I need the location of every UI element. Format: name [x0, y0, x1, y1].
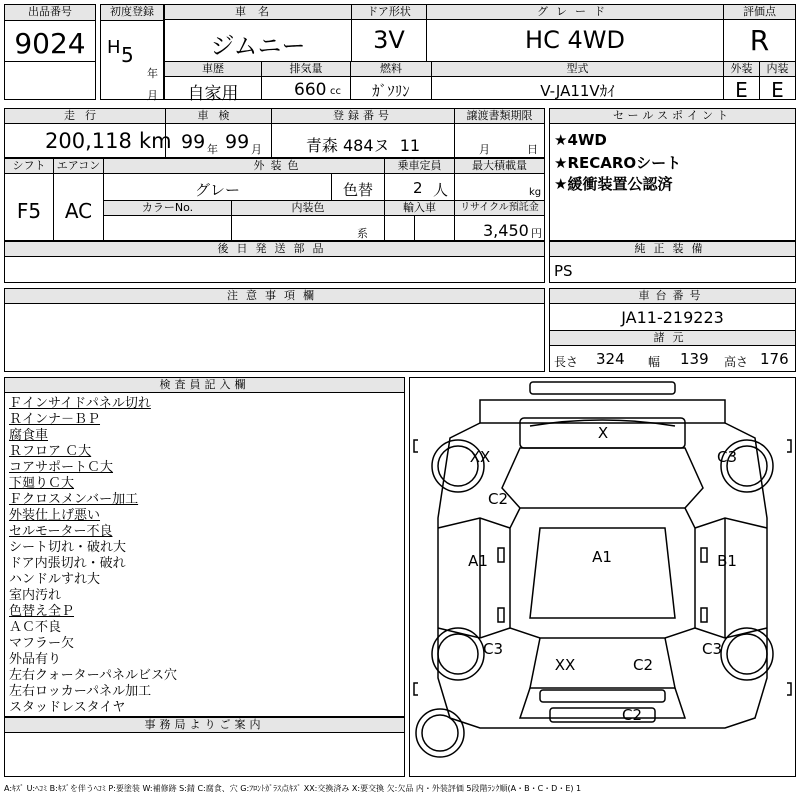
inspector-note: Ｆクロスメンバー加工: [9, 492, 139, 507]
history-value: 自家用: [187, 84, 239, 104]
mark-a1-left: A1: [468, 552, 488, 570]
door-label: ドア形状: [352, 5, 426, 20]
height-label: 高さ: [724, 355, 749, 369]
mileage-label: 走行: [5, 109, 165, 124]
inspector-note: コアサポートＣ大: [9, 460, 114, 475]
max-load-label: 最大積載量: [455, 159, 544, 174]
year-value: 5: [121, 43, 134, 67]
genuine-value: PS: [554, 262, 573, 280]
chassis-label: 車台番号: [550, 289, 795, 304]
color-no-label: カラーNo.: [104, 201, 231, 216]
mileage-value: 200,118: [45, 129, 132, 153]
ac-label: エアコン: [54, 159, 103, 174]
legend-text: A:ｷｽﾞ U:ﾍｺﾐ B:ｷｽﾞを伴うﾍｺﾐ P:要塗装 W:補修跡 S:錆 C:腐食、穴 G:ﾌﾛﾝﾄｶﾞﾗｽ点ｷｽﾞ XX:交換済み X:要交換 欠:欠品 内・外装評価 5段階ﾗﾝｸ順(A・B・C・D・E) 1: [4, 784, 582, 793]
inspector-note: 左右クォーターパネルビス穴: [9, 668, 177, 683]
year-unit: 年: [147, 67, 158, 80]
length-value: 324: [596, 350, 625, 368]
ext-label: 外装: [724, 62, 759, 77]
inspection-month: 99: [225, 131, 250, 153]
max-load-unit: kg: [529, 187, 542, 198]
chassis-box: [549, 288, 796, 372]
office-label: 事務局よりご案内: [5, 718, 404, 733]
model-label: 型式: [432, 62, 723, 77]
width-label: 幅: [648, 355, 661, 369]
car-name-label: 車名: [165, 5, 351, 20]
notes-label: 注意事項欄: [5, 289, 544, 304]
recycle-value: 3,450: [483, 221, 529, 240]
inspector-note: ドア内張切れ・破れ: [9, 556, 126, 571]
exterior-color: グレー: [194, 181, 240, 199]
door-type: 3V: [373, 26, 405, 54]
color-label: 外装色: [104, 159, 454, 174]
inspector-note: 腐食車: [9, 428, 49, 443]
mark-b1-right: B1: [717, 552, 737, 570]
first-reg-label: 初度登録: [101, 5, 163, 21]
fuel-value: ｶﾞｿﾘﾝ: [372, 82, 410, 100]
inspection-month-unit: 月: [251, 143, 262, 156]
chassis-number: JA11-219223: [621, 308, 724, 327]
inspector-note: ハンドルすれ大: [9, 572, 101, 587]
mark-c2-left: C2: [487, 490, 509, 508]
displacement-unit: cc: [330, 86, 341, 97]
fuel-label: 燃料: [351, 62, 431, 77]
ext-score: E: [735, 78, 748, 102]
notes-box: [4, 288, 545, 372]
inspector-note: Ｒインナ－ＢＰ: [9, 412, 101, 427]
later-parts-box: [4, 241, 545, 283]
ac-value: AC: [64, 199, 93, 223]
inspector-note: シート切れ・破れ大: [9, 540, 127, 555]
mileage-unit: km: [139, 129, 172, 153]
lot-label: 出品番号: [5, 5, 95, 21]
sales-point: ★4WD: [554, 131, 607, 149]
later-parts-label: 後日発送部品: [5, 242, 544, 257]
inspector-note: 左右ロッカーパネル加工: [9, 684, 152, 699]
inspector-note: 室内汚れ: [9, 588, 62, 603]
model-value: V-JA11Vｶｲ: [540, 82, 615, 100]
mark-c2-bumper: C2: [621, 706, 643, 724]
mark-x-top: X: [597, 424, 609, 442]
capacity-label: 乗車定員: [385, 159, 454, 174]
length-label: 長さ: [554, 355, 579, 369]
inspector-notes-list: [9, 396, 177, 716]
office-box: [4, 717, 405, 777]
width-value: 139: [680, 350, 709, 368]
shift-value: F5: [16, 199, 42, 223]
sales-points-box: [549, 108, 796, 241]
inspector-note: 下廻りＣ大: [9, 476, 75, 491]
color-change: 色替: [342, 181, 373, 199]
inspector-note: 色替え全Ｐ: [9, 604, 75, 619]
sales-point: ★RECAROシート: [554, 154, 682, 172]
dims-label: 諸元: [550, 331, 795, 346]
mark-c3-rear-right: C3: [701, 640, 723, 658]
first-reg-box: [100, 4, 164, 100]
mark-c2-rear: C2: [632, 656, 654, 674]
mileage-row-box: [4, 108, 545, 158]
inspector-note: ＡＣ不良: [9, 620, 62, 635]
inspector-note: スタッドレスタイヤ: [9, 700, 126, 715]
inspector-note: マフラー欠: [9, 636, 75, 651]
sales-points-label: セールスポイント: [550, 109, 795, 124]
inspector-note: Ｆインサイドパネル切れ: [9, 396, 151, 411]
genuine-box: [549, 241, 796, 283]
shift-label: シフト: [5, 159, 53, 174]
int-label: 内装: [760, 62, 795, 77]
month-unit: 月: [147, 89, 158, 102]
score-label: 評価点: [724, 5, 795, 20]
lot-number: 9024: [14, 27, 86, 60]
capacity-unit: 人: [433, 181, 449, 199]
inspection-year-unit: 年: [207, 143, 218, 156]
inspector-note: セルモーター不良: [9, 524, 113, 539]
inspector-note: 外装仕上げ悪い: [9, 508, 101, 523]
inspector-note: Ｒフロア Ｃ大: [9, 444, 92, 459]
inspector-box: [4, 377, 405, 717]
lot-box: [4, 4, 96, 100]
mark-xx-rear: XX: [554, 656, 576, 674]
mark-xx-front-left: XX: [469, 448, 491, 466]
displacement-label: 排気量: [262, 62, 350, 77]
doc-deadline-label: 譲渡書類期限: [455, 109, 544, 124]
import-label: 輸入車: [385, 201, 454, 216]
car-damage-diagram: [410, 378, 795, 776]
history-label: 車歴: [165, 62, 261, 77]
recycle-unit: 円: [531, 227, 542, 240]
score-value: R: [749, 24, 770, 57]
int-color-unit: 系: [357, 227, 368, 240]
int-score: E: [771, 78, 784, 102]
registration-number: 青森 484ヌ 11: [305, 136, 421, 155]
displacement-value: 660: [294, 80, 327, 100]
grade-label: グレード: [427, 5, 723, 20]
genuine-label: 純正装備: [550, 242, 795, 257]
doc-day-unit: 日: [527, 143, 538, 156]
capacity-value: 2: [413, 179, 423, 197]
spec-box: [4, 158, 545, 241]
inspection-label: 車検: [166, 109, 271, 124]
grade-value: HC 4WD: [525, 26, 625, 54]
mark-c3-rear-left: C3: [482, 640, 504, 658]
doc-month-unit: 月: [479, 143, 490, 156]
era: H: [107, 37, 121, 58]
height-value: 176: [760, 350, 789, 368]
inspection-year: 99: [181, 131, 206, 153]
damage-diagram-box: [409, 377, 796, 777]
recycle-label: リサイクル預託金: [455, 201, 544, 216]
inspector-label: 検査員記入欄: [5, 378, 404, 393]
int-color-label: 内装色: [232, 201, 384, 216]
registration-label: 登録番号: [272, 109, 454, 124]
inspector-note: 外品有り: [9, 652, 62, 667]
mark-a1-center: A1: [592, 548, 612, 566]
car-name: ジムニー: [210, 32, 306, 60]
mark-c3-front-right: C3: [716, 448, 738, 466]
sales-point: ★緩衝装置公認済: [554, 175, 673, 193]
